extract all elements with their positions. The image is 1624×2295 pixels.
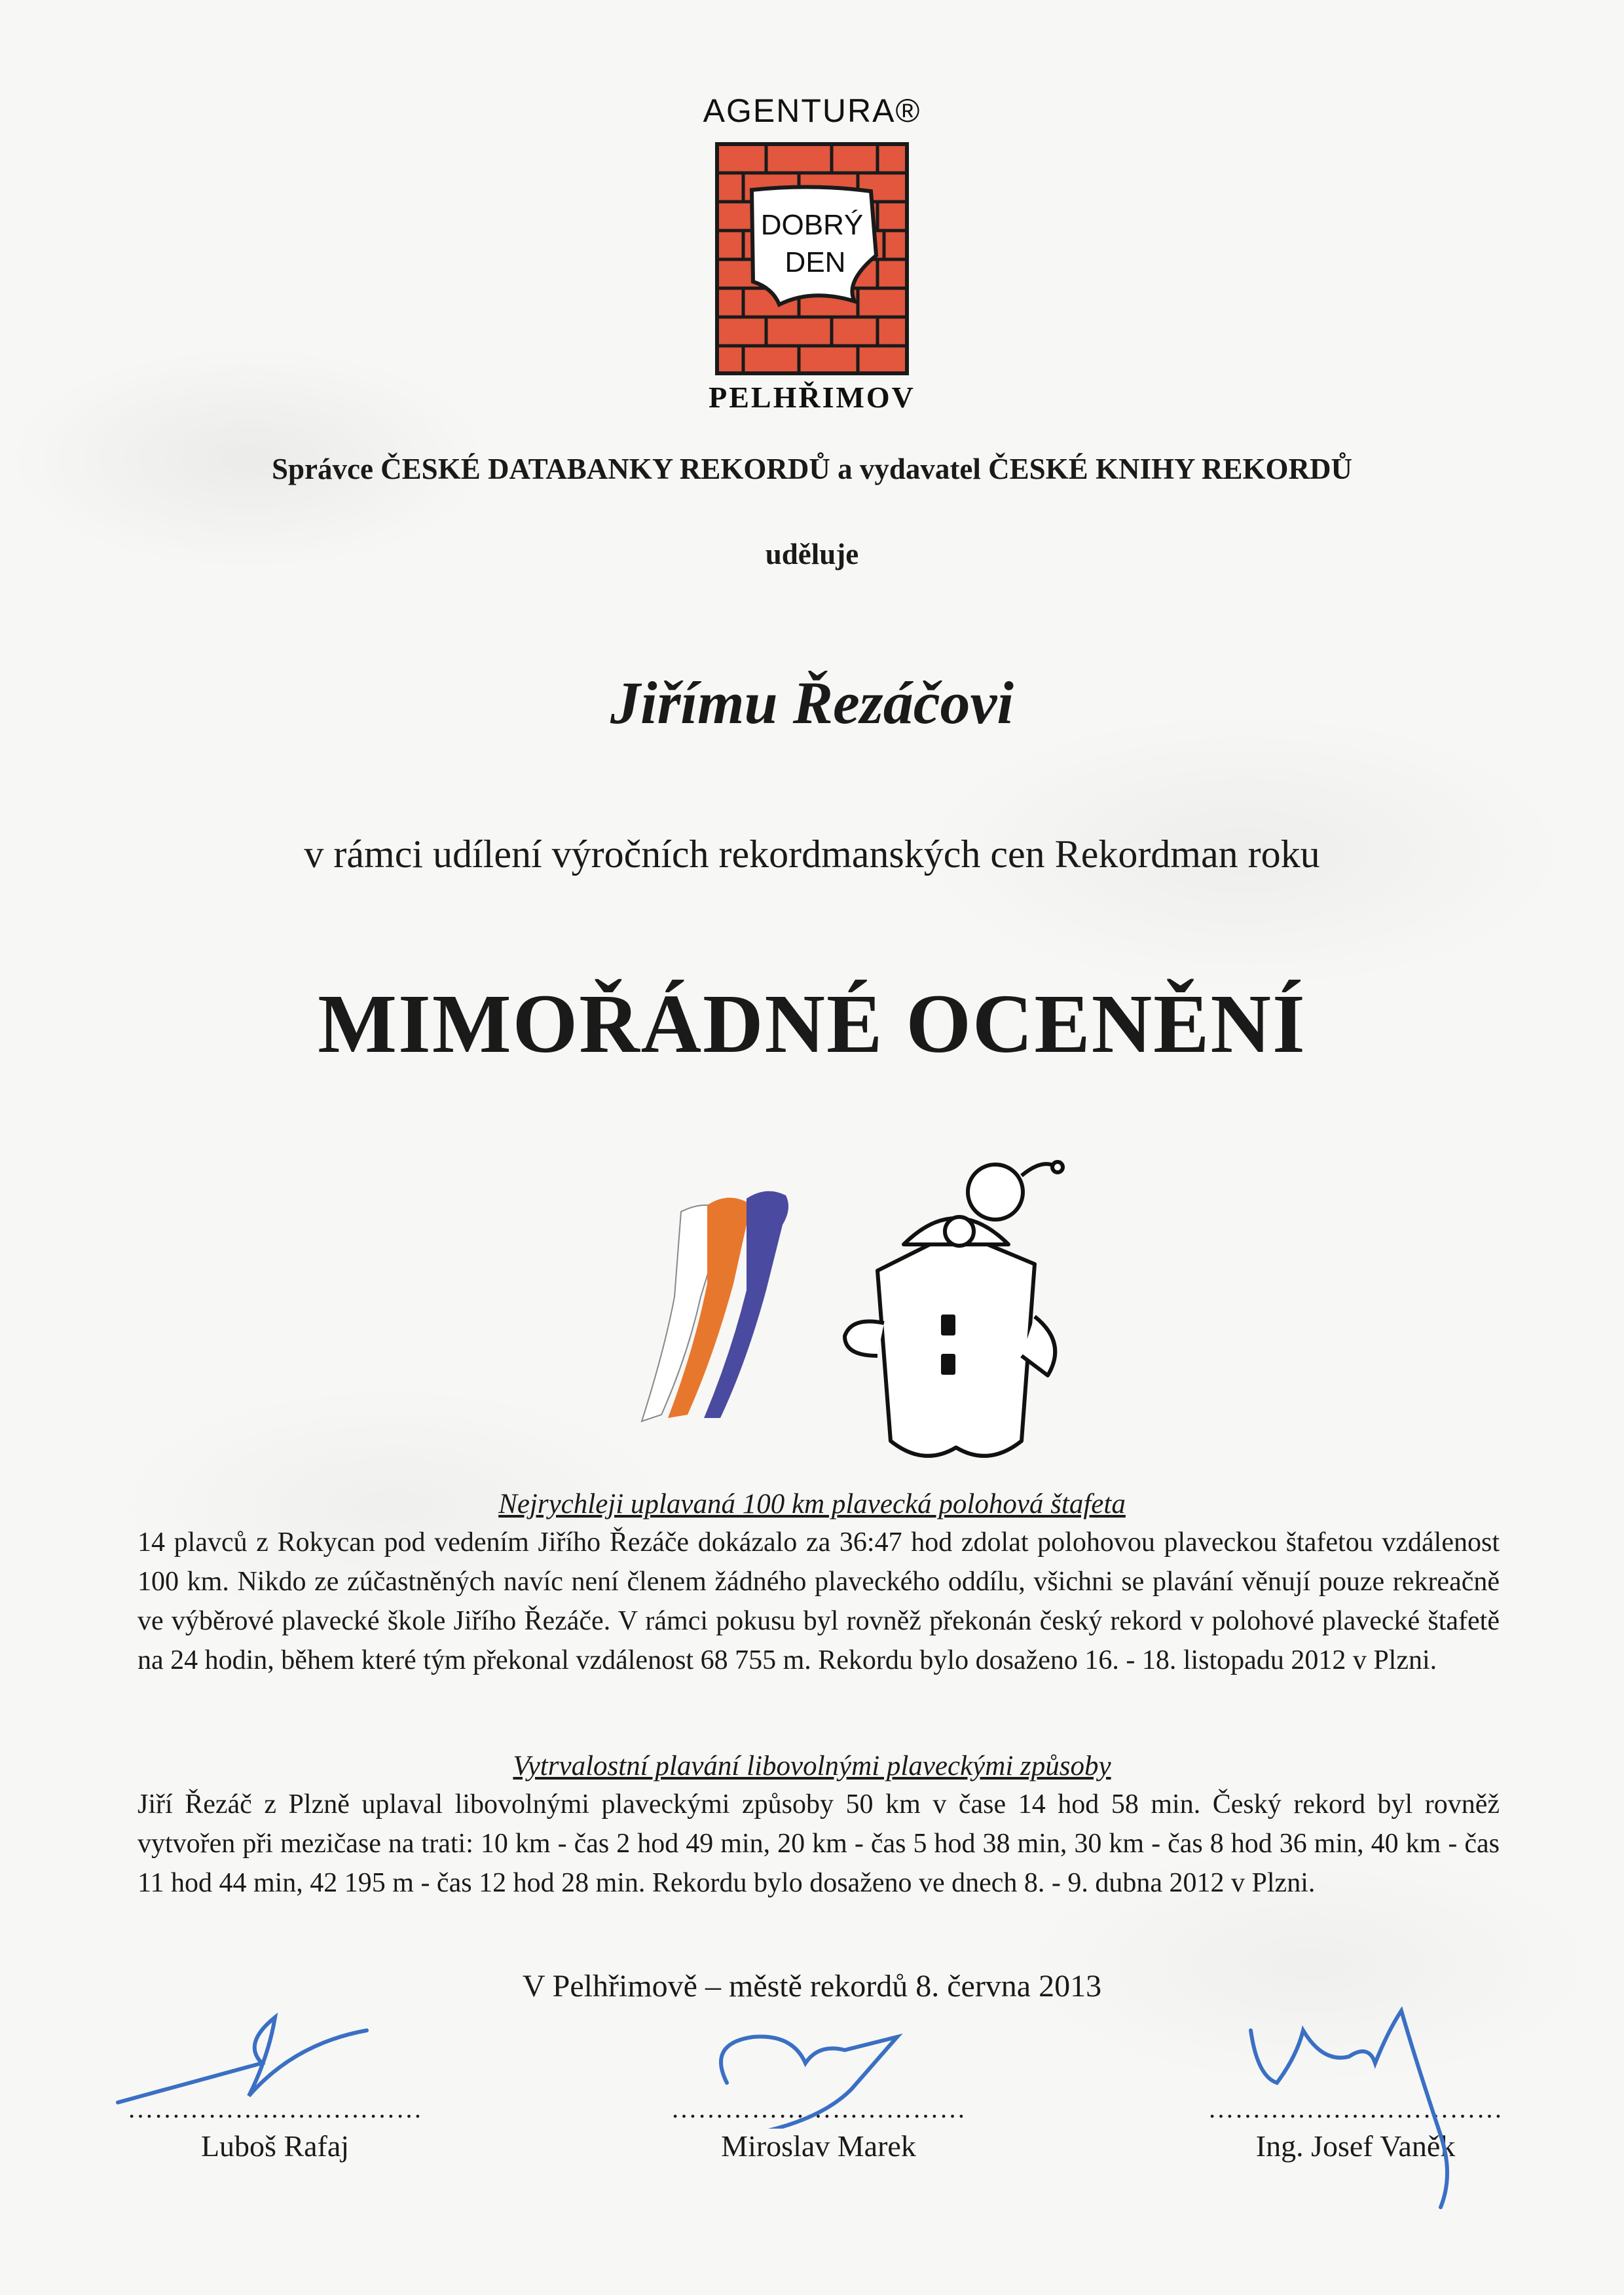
svg-text:DEN: DEN [784,246,846,278]
handwritten-signature-icon [655,1998,982,2129]
section-1-title: Nejrychleji uplavaná 100 km plavecká polohová štafeta [498,1489,1126,1520]
recipient-name: Jiřímu Řezáčovi [610,669,1014,736]
agency-logo [681,92,943,432]
issuer-line: Správce ČESKÉ DATABANKY REKORDŮ a vydavatel ČESKÉ KNIHY REKORDŮ [271,453,1353,485]
section-1-text: 14 plavců z Rokycan pod vedením Jiřího Řezáče dokázalo za 36:47 hod zdolat polohovou plaveckou štafetou vzdálenost 100 km. Nikdo ze zúčastněných navíc není členem žádného plaveckého oddílu, všichni se plavání věnují pouze rekreačně ve výběrové plavecké škole Jiřího Řezáče. V rámci pokusu byl rovněž překonán český rekord v polohové plavecké štafetě na 24 hodin, během které tým překonal vzdálenost 68 755 m. Rekordu bylo dosaženo 16. - 18. listopadu 2012 v Plzni. [138,1527,1500,1675]
grants-line: uděluje [765,538,859,570]
signature-line: …………………………… [1208,2094,1504,2123]
section-2-title: Vytrvalostní plavání libovolnými plaveckými způsoby [513,1751,1111,1782]
award-title: MIMOŘÁDNÉ OCENĚNÍ [318,977,1306,1070]
tower-mascot-icon [845,1162,1063,1456]
signature-block-2 [655,2096,982,2163]
logo-bottom-text: PELHŘIMOV [709,381,915,414]
logo-top-text: AGENTURA® [703,92,921,129]
signature-block-1 [111,2096,439,2163]
handwritten-signature-icon [1192,2004,1519,2214]
svg-text:DOBRÝ: DOBRÝ [760,209,864,241]
intro-line: v rámci udílení výročních rekordmanských cen Rekordman roku [304,832,1320,876]
signatory-name: Miroslav Marek [721,2129,916,2163]
signatory-name: Ing. Josef Vaněk [1255,2129,1456,2163]
flag-stripes-icon [642,1191,788,1421]
handwritten-signature-icon [111,2004,439,2122]
signature-block-3 [1192,2096,1519,2163]
signature-line: …………………………… [671,2094,967,2123]
signatory-name: Luboš Rafaj [200,2129,350,2163]
mascot-illustration [537,1140,1126,1480]
place-date: V Pelhřimově – městě rekordů 8. června 2013 [522,1969,1102,2004]
signature-line: …………………………… [127,2094,423,2123]
section-2-text: Jiří Řezáč z Plzně uplaval libovolnými plaveckými způsoby 50 km v čase 14 hod 58 min. Český rekord byl rovněž vytvořen při mezičase na trati: 10 km - čas 2 hod 49 min, 20 km - čas 5 hod 38 min, 30 km - čas 8 hod 36 min, 40 km - čas 11 hod 44 min, 42 195 m - čas 12 hod 28 min. Rekordu bylo dosaženo ve dnech 8. - 9. dubna 2012 v Plzni. [138,1789,1500,1898]
